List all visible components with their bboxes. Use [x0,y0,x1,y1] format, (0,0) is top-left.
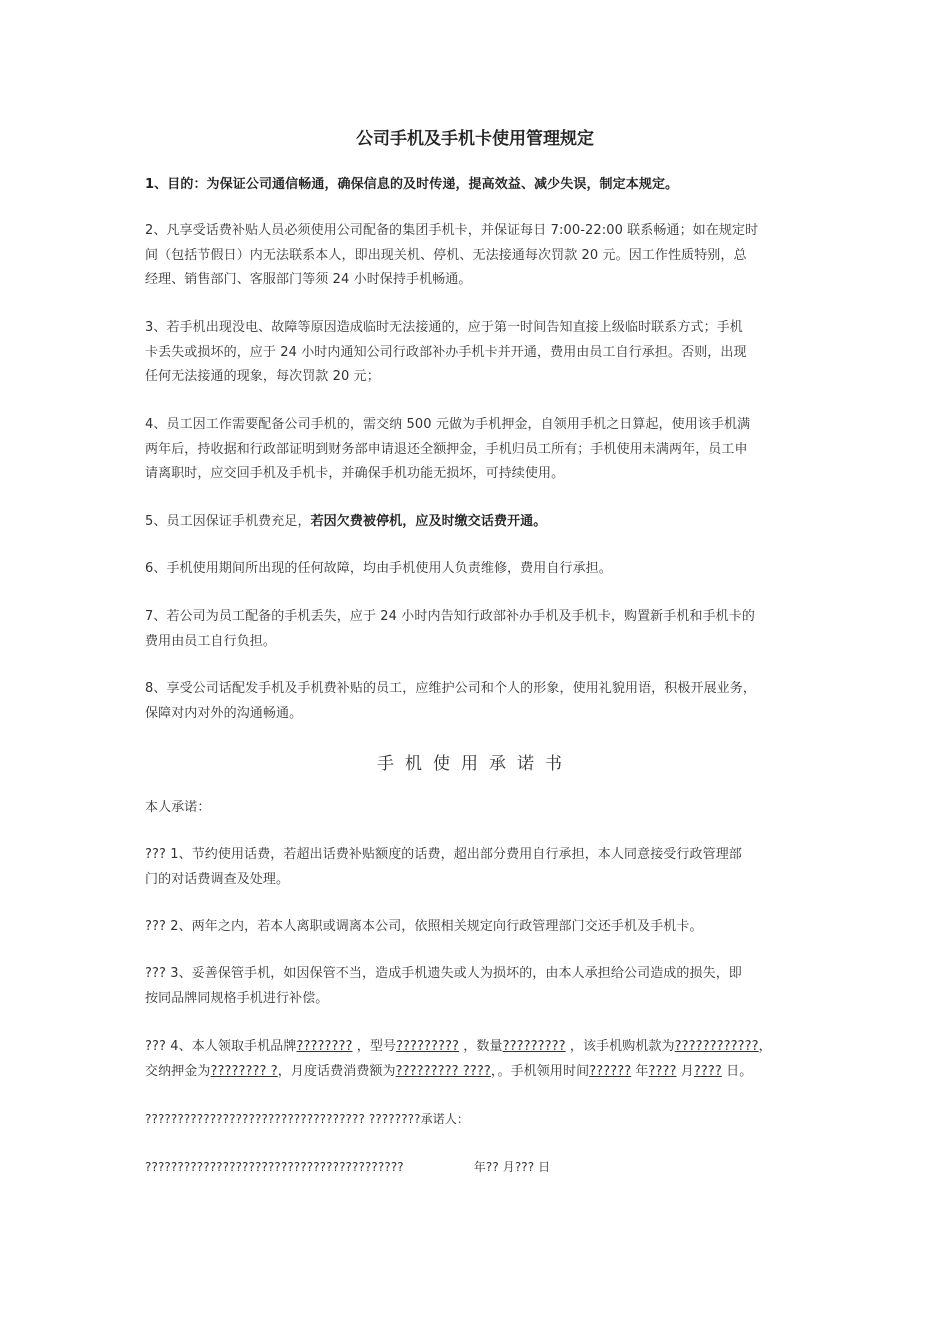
date-label: 年?? 月??? 日 [473,1160,551,1174]
pledge-item-4-line-1 [145,1035,810,1060]
rule-2-line: 经理、销售部门、客服部门等须 24 小时保持手机畅通。 [145,272,472,287]
rule-5-text: 5、员工因保证手机费充足， [145,514,311,529]
rule-6: 6、手机使用期间所出现的任何故障，均由手机使用人负责维修，费用自行承担。 [145,561,612,576]
rule-2-line: 2、凡享受话费补贴人员必须使用公司配备的集团手机卡，并保证每日 7:00-22:00 联系畅通；如在规定时 [145,223,759,238]
pledge-item-4-line-2 [145,1060,810,1085]
rule-3-line: 3、若手机出现没电、故障等原因造成临时无法接通的，应于第一时间告知直接上级临时联系方式；手机 [145,320,743,335]
pledge-item-1-line: ??? 1、节约使用话费，若超出话费补贴额度的话费，超出部分费用自行承担，本人同意接受行政管理部 [145,847,742,862]
rule-7-line: 7、若公司为员工配备的手机丢失，应于 24 小时内告知行政部补办手机及手机卡，购置新手机和手机卡的 [145,609,755,624]
pledge-item-2: ??? 2、两年之内，若本人离职或调离本公司，依照相关规定向行政管理部门交还手机及手机卡。 [145,919,703,934]
rule-2 [145,219,810,293]
p4-text: ，。手机领用时间 [490,1063,590,1079]
p4-text: 日。 [721,1063,753,1079]
p4-text: ， [758,1039,772,1054]
pledge-item-3 [145,962,810,1011]
date-line [145,1155,810,1180]
p4-text: 月 [676,1063,694,1079]
rule-8-line: 8、享受公司话配发手机及手机费补贴的员工，应维护公司和个人的形象，使用礼貌用语，积极开展业务， [145,681,756,696]
date-day-blank: ???? [693,1063,722,1079]
rule-1: 1、目的：为保证公司通信畅通，确保信息的及时传递，提高效益、减少失误，制定本规定。 [145,177,679,192]
deposit-blank: ???????? ? [210,1063,278,1079]
signer-line: ?????????????????????????????????? ????????承诺人： [145,1112,470,1126]
date-year-blank: ?????? [589,1063,632,1079]
rule-3-line: 卡丢失或损坏的，应于 24 小时内通知公司行政部补办手机卡并开通，费用由员工自行承担。否则，出现 [145,344,747,360]
pledge-intro: 本人承诺： [145,800,211,815]
pledge-item-1-line: 门的对话费调查及处理。 [145,871,290,887]
model-blank: ????????? [396,1039,460,1054]
p4-text: ，月度话费消费额为 [277,1063,396,1079]
rule-2-line: 间（包括节假日）内无法联系本人，即出现关机、停机、无法接通每次罚款 20 元。因工作性质特别，总 [145,247,747,263]
monthly-fee-blank: ????????? ???? [395,1063,491,1079]
pledge-item-3-line: 按同品牌同规格手机进行补偿。 [145,990,329,1006]
rule-3 [145,316,810,390]
pledge-item-4 [145,1035,810,1084]
p4-text: 年 [631,1063,649,1079]
rule-4-line: 请离职时，应交回手机及手机卡，并确保手机功能无损坏，可持续使用。 [145,466,565,481]
date-filler: ???????????????????????????????????????? [145,1160,404,1174]
pledge-title: 手机使用承诺书 [377,754,573,774]
p4-text: ，数量 [459,1039,503,1054]
rule-7 [145,605,810,654]
rule-4-line: 两年后，持收据和行政部证明到财务部申请退还全额押金，手机归员工所有；手机使用未满两年，员工申 [145,441,748,457]
rule-4 [145,413,810,487]
rule-5 [145,510,810,535]
p4-text: ，型号 [352,1039,397,1054]
rule-8-line: 保障对内对外的沟通畅通。 [145,705,303,721]
p4-text: ，该手机购机款为 [565,1039,675,1054]
p4-text: 交纳押金为 [145,1063,211,1079]
rule-4-line: 4、员工因工作需要配备公司手机的，需交纳 500 元做为手机押金，自领用手机之日算起，使用该手机满 [145,417,751,432]
rule-5-emphasis: 若因欠费被停机，应及时缴交话费开通。 [310,514,547,529]
rule-7-line: 费用由员工自行负担。 [145,633,277,649]
document-title: 公司手机及手机卡使用管理规定 [356,129,594,149]
pledge-item-3-line: ??? 3、妥善保管手机，如因保管不当，造成手机遗失或人为损坏的，由本人承担给公司造成的损失，即 [145,966,742,981]
rule-3-line: 任何无法接通的现象，每次罚款 20 元； [145,369,380,384]
date-month-blank: ???? [648,1063,677,1079]
brand-blank: ???????? [296,1039,353,1054]
p4-text: ??? 4、本人领取手机品牌 [145,1039,297,1054]
rule-8 [145,677,810,726]
pledge-item-1 [145,843,810,892]
price-blank: ???????????? [674,1039,759,1054]
quantity-blank: ????????? [502,1039,566,1054]
